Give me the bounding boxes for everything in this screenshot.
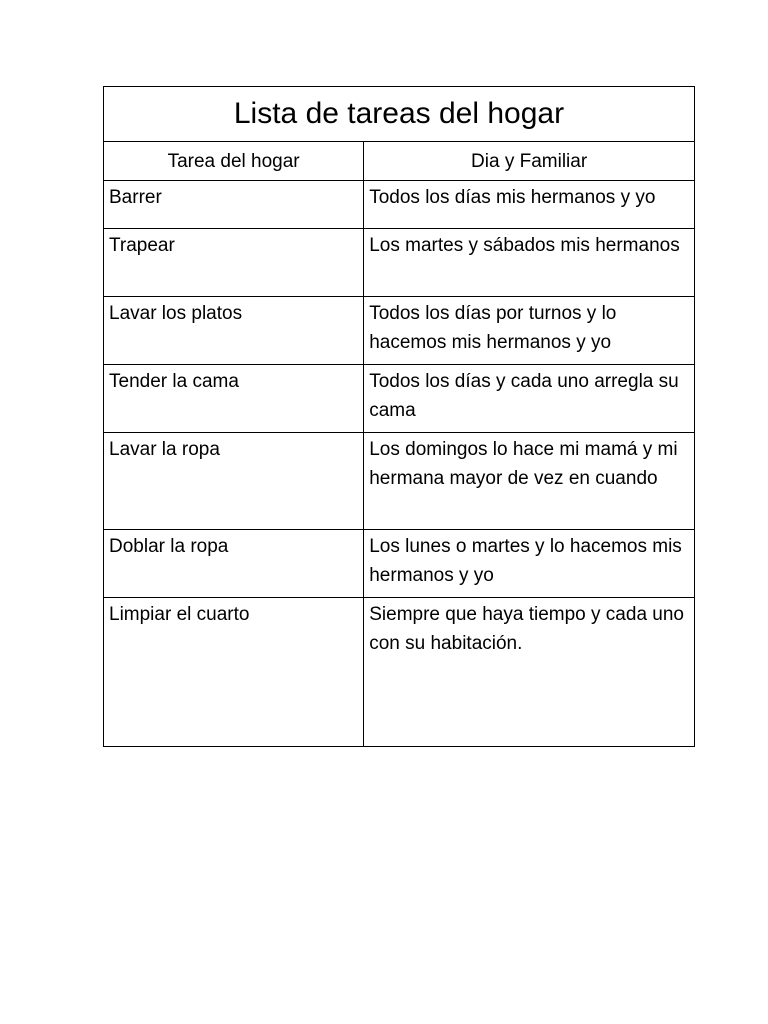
when-cell: [364, 530, 695, 598]
task-text: Trapear: [109, 235, 175, 256]
when-text: Todos los días mis hermanos y yo: [369, 187, 656, 208]
table-row: [104, 181, 695, 229]
when-text: Todos los días por turnos y lo hacemos mis hermanos y yo: [369, 303, 617, 353]
table-row: [104, 297, 695, 365]
task-text: Lavar los platos: [109, 303, 243, 324]
task-text: Tender la cama: [109, 371, 239, 392]
when-cell: [364, 181, 695, 229]
task-cell: [104, 229, 364, 297]
task-cell: [104, 598, 364, 747]
when-cell: [364, 598, 695, 747]
table-row: [104, 433, 695, 530]
when-cell: [364, 297, 695, 365]
task-cell: [104, 181, 364, 229]
chores-table: [103, 86, 695, 747]
table-row: [104, 365, 695, 433]
task-text: Doblar la ropa: [109, 536, 229, 557]
task-text: Barrer: [109, 187, 162, 208]
table-row: [104, 530, 695, 598]
task-text: Limpiar el cuarto: [109, 604, 250, 625]
task-text: Lavar la ropa: [109, 439, 220, 460]
title-row: [104, 87, 695, 142]
when-text: Los domingos lo hace mi mamá y mi hermana mayor de vez en cuando: [369, 439, 678, 489]
table-row: [104, 598, 695, 747]
when-text: Los martes y sábados mis hermanos: [369, 235, 680, 256]
task-cell: [104, 433, 364, 530]
table-title: Lista de tareas del hogar: [104, 87, 695, 142]
task-cell: [104, 365, 364, 433]
when-cell: [364, 365, 695, 433]
header-row: [104, 142, 695, 181]
when-cell: [364, 229, 695, 297]
when-text: Todos los días y cada uno arregla su cama: [369, 371, 679, 421]
column-header-task: Tarea del hogar: [104, 142, 364, 181]
table-row: [104, 229, 695, 297]
task-cell: [104, 530, 364, 598]
column-header-day-family: Dia y Familiar: [364, 142, 695, 181]
when-text: Los lunes o martes y lo hacemos mis hermanos y yo: [369, 536, 682, 586]
task-cell: [104, 297, 364, 365]
when-text: Siempre que haya tiempo y cada uno con su habitación.: [369, 604, 684, 654]
when-cell: [364, 433, 695, 530]
